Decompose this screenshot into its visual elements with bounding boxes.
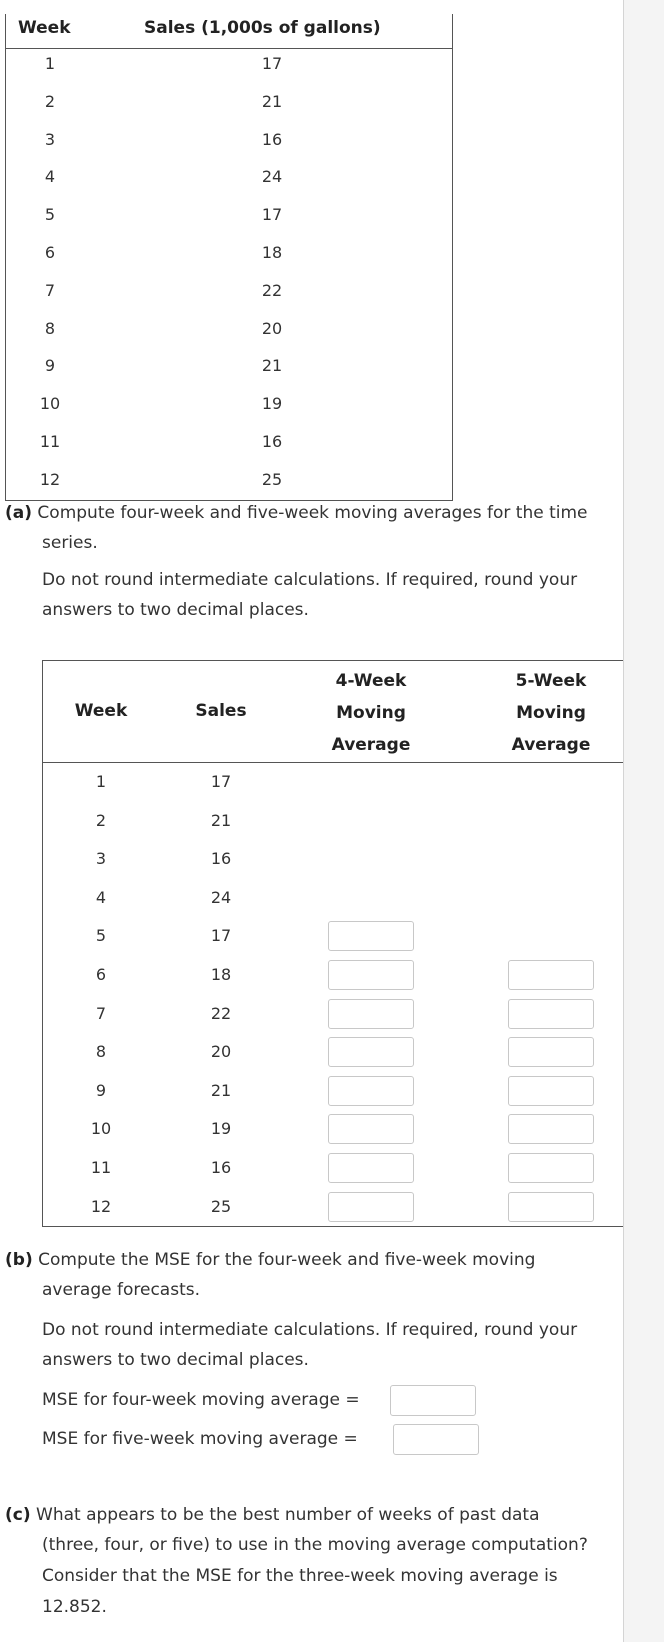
sales-cell: 17	[261, 205, 283, 225]
moving-average-row	[43, 995, 623, 1033]
part-c-question	[5, 1500, 540, 1531]
ma4-header-line1: 4-Week	[335, 671, 407, 691]
week-cell: 10	[39, 394, 61, 414]
part-c-text-line1: What appears to be the best number of weeks of past data	[36, 1505, 540, 1525]
ma4-input[interactable]	[328, 960, 414, 990]
right-scroll-panel[interactable]	[623, 0, 664, 1642]
week-cell: 5	[44, 205, 56, 225]
moving-average-table	[42, 660, 623, 1227]
ma5-header-line1: 5-Week	[515, 671, 587, 691]
ma4-input[interactable]	[328, 1114, 414, 1144]
mse5-label: MSE for five-week moving average =	[42, 1429, 358, 1449]
ma-sales-cell: 21	[210, 1080, 232, 1100]
sales-cell: 18	[261, 243, 283, 262]
ma-sales-cell: 16	[210, 1158, 232, 1177]
sales-cell: 20	[261, 318, 283, 338]
ma-sales-cell: 24	[210, 887, 232, 907]
part-b-instruction-line1: Do not round intermediate calculations. If required, round your	[42, 1320, 578, 1340]
ma-week-cell: 4	[95, 887, 107, 907]
ma-sales-cell: 17	[210, 772, 232, 791]
part-b-label: (b)	[5, 1250, 33, 1270]
ma4-header-line2: Moving	[336, 703, 406, 723]
sales-table-row	[6, 243, 452, 280]
ma-week-cell: 11	[90, 1158, 112, 1177]
sales-cell: 17	[261, 54, 283, 73]
ma4-input[interactable]	[328, 1037, 414, 1067]
sales-cell: 22	[261, 280, 283, 300]
part-b-text-line1: Compute the MSE for the four-week and five-week moving	[38, 1250, 536, 1270]
sales-table-row	[6, 167, 452, 204]
moving-average-row	[43, 1188, 623, 1226]
ma5-input[interactable]	[508, 960, 594, 990]
ma-sales-cell: 20	[210, 1042, 232, 1062]
ma-week-cell: 2	[95, 810, 107, 830]
week-cell: 3	[44, 129, 56, 149]
sales-table-row	[6, 281, 452, 318]
ma4-header-line3: Average	[331, 735, 411, 755]
ma5-input[interactable]	[508, 1153, 594, 1183]
ma-week-cell: 1	[95, 772, 107, 791]
sales-table-row	[6, 356, 452, 393]
ma-sales-cell: 19	[210, 1119, 232, 1139]
part-c-text-line4: 12.852.	[42, 1597, 107, 1617]
part-b-question	[5, 1245, 535, 1276]
part-c-label: (c)	[5, 1505, 31, 1525]
sales-cell: 16	[261, 129, 283, 149]
ma4-input[interactable]	[328, 921, 414, 951]
moving-average-row	[43, 840, 623, 878]
week-cell: 11	[39, 432, 61, 451]
week-cell: 2	[44, 91, 56, 111]
week-cell: 9	[44, 356, 56, 376]
sales-table-row	[6, 130, 452, 167]
part-b-instruction-line2: answers to two decimal places.	[42, 1350, 309, 1370]
part-a-instruction-line1: Do not round intermediate calculations. If required, round your	[42, 570, 578, 590]
ma-week-cell: 3	[95, 849, 107, 869]
ma-week-cell: 5	[95, 926, 107, 946]
week-cell: 4	[44, 167, 56, 187]
ma-sales-cell: 22	[210, 1003, 232, 1023]
week-cell: 6	[44, 243, 56, 262]
part-a-instruction-line2: answers to two decimal places.	[42, 600, 309, 620]
part-a-text-line1: Compute four-week and five-week moving averages for the time	[37, 503, 588, 523]
sales-table-row	[6, 205, 452, 242]
part-a-text-line2: series.	[42, 533, 98, 553]
part-b-text-line2: average forecasts.	[42, 1280, 201, 1300]
ma-sales-cell: 16	[210, 849, 232, 869]
sales-table-header	[6, 14, 452, 49]
ma4-input[interactable]	[328, 999, 414, 1029]
moving-average-row	[43, 1110, 623, 1148]
mse4-label: MSE for four-week moving average =	[42, 1390, 360, 1410]
ma4-input[interactable]	[328, 1192, 414, 1222]
ma-week-cell: 12	[90, 1196, 112, 1216]
moving-average-row	[43, 1072, 623, 1110]
moving-average-row	[43, 879, 623, 917]
mse4-input[interactable]	[390, 1385, 476, 1416]
ma5-input[interactable]	[508, 1192, 594, 1222]
moving-average-row	[43, 1033, 623, 1071]
ma4-input[interactable]	[328, 1153, 414, 1183]
part-c-text-line3: Consider that the MSE for the three-week moving average is	[42, 1566, 558, 1586]
sales-cell: 24	[261, 167, 283, 187]
mse5-input[interactable]	[393, 1424, 479, 1455]
week-column-header: Week	[18, 18, 71, 38]
part-a-label: (a)	[5, 503, 33, 523]
sales-table-row	[6, 432, 452, 469]
ma5-header-line2: Moving	[516, 703, 586, 723]
moving-average-row	[43, 802, 623, 840]
ma-week-cell: 7	[95, 1003, 107, 1023]
ma5-input[interactable]	[508, 1114, 594, 1144]
moving-average-table-header	[43, 661, 623, 763]
ma-week-cell: 9	[95, 1080, 107, 1100]
ma5-header	[493, 665, 609, 761]
ma5-input[interactable]	[508, 1076, 594, 1106]
moving-average-row	[43, 917, 623, 955]
sales-cell: 19	[261, 394, 283, 414]
part-c-text-line2: (three, four, or five) to use in the moving average computation?	[42, 1535, 588, 1555]
sales-cell: 16	[261, 432, 283, 451]
moving-average-row	[43, 956, 623, 994]
sales-cell: 25	[261, 469, 283, 489]
ma5-input[interactable]	[508, 1037, 594, 1067]
ma-week-cell: 8	[95, 1042, 107, 1062]
sales-table-row	[6, 319, 452, 356]
sales-data-table	[5, 14, 453, 501]
sales-table-row	[6, 92, 452, 129]
ma-week-cell: 6	[95, 965, 107, 984]
ma4-input[interactable]	[328, 1076, 414, 1106]
ma5-header-line3: Average	[511, 735, 591, 755]
sales-table-row	[6, 54, 452, 91]
moving-average-row	[43, 1149, 623, 1187]
sales-table-row	[6, 394, 452, 431]
ma5-input[interactable]	[508, 999, 594, 1029]
week-cell: 8	[44, 318, 56, 338]
week-cell: 1	[44, 54, 56, 73]
sales-cell: 21	[261, 356, 283, 376]
sales-cell: 21	[261, 91, 283, 111]
week-cell: 7	[44, 280, 56, 300]
ma4-header	[313, 665, 429, 761]
part-a-question	[5, 498, 588, 529]
ma-sales-header: Sales	[195, 701, 247, 721]
ma-sales-cell: 25	[210, 1196, 232, 1216]
sales-column-header: Sales (1,000s of gallons)	[144, 18, 381, 38]
ma-sales-cell: 18	[210, 965, 232, 984]
ma-week-cell: 10	[90, 1119, 112, 1139]
week-cell: 12	[39, 469, 61, 489]
ma-sales-cell: 17	[210, 926, 232, 946]
moving-average-row	[43, 763, 623, 801]
ma-week-header: Week	[74, 701, 128, 721]
ma-sales-cell: 21	[210, 810, 232, 830]
